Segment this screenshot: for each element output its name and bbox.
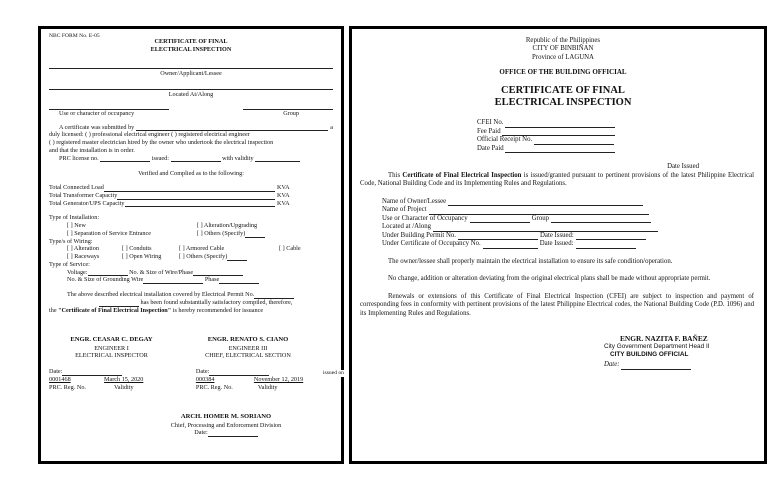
para1-c: is issued/granted pursuant to pertinent provisions of the latest Philippine Electrical Code, National Building Code and its Implementing Rules and Regulations. [360,171,755,188]
inspector-pos1: ENGINEER I [94,344,129,352]
official-name: ENGR. NAZITA F. BAÑEZ [620,334,708,344]
kva-unit: KVA [277,184,290,192]
issued-on-text: issued on [323,370,344,376]
validity-label: Validity [114,383,134,391]
located-label: Located at /Along [382,223,432,231]
cert-line4: and that the installation is in order. [49,146,135,154]
fee-block [372,119,754,153]
issued-label: issued: [151,154,169,162]
inspector-prc-no: 0001468 [49,375,71,383]
grounding-label: No. & Size of Grounding Wire [67,276,144,284]
kva-unit: KVA [277,199,290,207]
load-list [49,184,333,207]
left-title-line1: CERTIFICATE OF FINAL [154,37,228,45]
renewal-paragraph: Renewals or extensions of this Certificate of Final Electrical Inspection (CFEI) are subject to inspection and payment of corresponding fees in conformity with pertinent provisions of the latest Philippine Electrical codes, the National Building Code (P.D. 1096) and its Implementing Rules and Regulations. [360,292,754,317]
validity-label: with validity [222,154,254,162]
cert-quote-text: "Certificate of Final Electrical Inspection" [58,306,172,314]
new-checkbox[interactable]: [ ] New [67,222,86,230]
cert-line3: ( ) registered master electrician hired by the owner who undertook the electrical inspection [49,139,274,147]
chief-signature-block [183,336,313,360]
chief-prc-no: 000384 [195,375,215,383]
date-issued-label: Date Issued [667,163,699,171]
permit-text: The above described electrical installation covered by Electrical Permit No. [67,291,255,299]
connected-load-label: Total Connected Load [49,184,104,192]
owner-lessee-label: Name of Owner/Lessee [382,197,447,205]
office-title: OFFICE OF THE BUILDING OFFICIAL [499,68,627,77]
para1-a: This [388,171,401,179]
size-wire-label: No. & Size of Wire/Phase [129,268,194,276]
cert-a-text: a [330,123,333,131]
alteration-checkbox[interactable]: [ ] Alteration/Upgrading [197,222,258,230]
division-chief-pos: Chief, Processing and Enforcement Division [170,421,282,429]
validity-label: Validity [257,383,278,391]
province-text: Province of LAGUNA [532,53,594,61]
official-date-label: Date: [604,361,620,369]
prc-reg-label: PRC. Reg. No. [195,383,233,391]
city-text: CITY OF BINBIÑAN [532,45,594,53]
para1-bold: Certificate of Final Electrical Inspection [402,171,522,179]
prc-reg-label: PRC. Reg. No. [49,383,86,391]
conduits-checkbox[interactable]: [ ] Conduits [122,245,152,253]
the-text: the [49,306,57,314]
form-number: NBC FORM No. E-05 [49,33,100,39]
inspector-reg-block [49,368,196,391]
open-wiring-checkbox[interactable]: [ ] Open Wiring [122,253,162,261]
others-wiring-checkbox[interactable]: [ ] Others (Specify) [179,253,228,261]
type-wiring-label: Type/s of Wiring: [49,237,93,245]
chief-name: ENGR. RENATO S. CIANO [207,336,289,344]
kva-unit: KVA [277,191,290,199]
building-permit-label: Under Building Permit No. [382,231,457,239]
armored-cable-checkbox[interactable]: [ ] Armored Cable [179,245,225,253]
chief-reg-block [196,368,333,391]
inspector-name: ENGR. CEASAR C. DEGAY [70,336,153,344]
inspector-validity: March 15, 2020 [104,375,144,383]
wiring-alteration-checkbox[interactable]: [ ] Alteration [67,245,99,253]
republic-text: Republic of the Philippines [525,37,601,44]
recommended-text: is hereby recommended for issuance [172,306,264,314]
details-block [372,198,754,249]
others-install-checkbox[interactable]: [ ] Others (Specify) [197,229,246,237]
left-certificate-form [38,26,344,464]
certificate-title-line2: ELECTRICAL INSPECTION [494,97,632,109]
prc-license-label: PRC license no. [59,154,99,162]
receipt-label: Official Receipt No. [477,136,533,144]
division-chief-block [49,413,333,437]
owner-label: Owner/Applicant/Lessee [160,70,222,78]
occupancy-label: Use or character of occupancy [59,109,135,117]
chief-validity: November 12, 2019 [253,375,304,383]
right-certificate [349,26,767,464]
intro-paragraph [360,172,754,189]
fee-paid-label: Fee Paid [477,127,501,135]
inspector-signature-block [49,336,174,360]
building-official-block [372,334,754,370]
certificate-title-line1: CERTIFICATE OF FINAL [501,85,625,97]
bp-date-label: Date Issued: [540,231,574,239]
date-paid-label: Date Paid [477,144,504,152]
inspector-date-label: Date: [49,368,63,376]
group-label: Group [283,109,299,117]
chief-date-label: Date: [195,368,210,376]
found-text: has been found substantially satisfactory compiled, therefore, [140,298,293,306]
chief-pos1: ENGINEER III [228,344,268,352]
group-label: Group [531,214,550,222]
location-label: Located At/Along [168,91,214,99]
official-pos1: City Government Department Head II [604,343,710,351]
maintain-paragraph: The owner/lessee shall properly maintain the electrical installation to ensure its safe condition/operation. [388,257,673,265]
separation-checkbox[interactable]: [ ] Separation of Service Entrance [67,229,152,237]
voltage-label: Voltage: [67,268,88,276]
no-change-paragraph: No change, addition or alteration deviating from the original electrical plans shall be made without appropriate permit. [388,275,711,283]
cfei-no-label: CFEI No. [477,119,504,127]
official-pos2: CITY BUILDING OFFICIAL [610,351,689,359]
cable-checkbox[interactable]: [ ] Cable [279,245,301,253]
type-service-label: Type of Service: [49,260,90,268]
type-installation-label: Type of Installation: [49,214,100,222]
transformer-capacity-label: Total Transformer Capacity [49,191,118,199]
left-title-line2: ELECTRICAL INSPECTION [150,45,232,53]
raceways-checkbox[interactable]: [ ] Raceways [67,253,100,261]
project-label: Name of Project [382,206,427,214]
occupancy-cert-label: Under Certificate of Occupancy No. [382,240,481,248]
division-chief-name: ARCH. HOMER M. SORIANO [180,413,272,421]
generator-capacity-label: Total Generator/UPS Capacity [49,199,125,207]
use-occupancy-label: Use or Character of Occupancy [382,214,468,222]
chief-pos2: CHIEF, ELECTRICAL SECTION [205,352,291,360]
oc-date-label: Date Issued: [539,240,574,248]
cert-submitted-text: A certificate was submitted by [59,123,135,131]
division-date-label: Date: [194,429,208,437]
cert-line2: duly licensed: ( ) professional electrical engineer ( ) registered electrical engineer [49,131,250,139]
verified-text: Verified and Complied as to the following: [138,170,244,178]
phase-label: Phase [204,276,220,284]
inspector-pos2: ELECTRICAL INSPECTOR [75,352,148,360]
